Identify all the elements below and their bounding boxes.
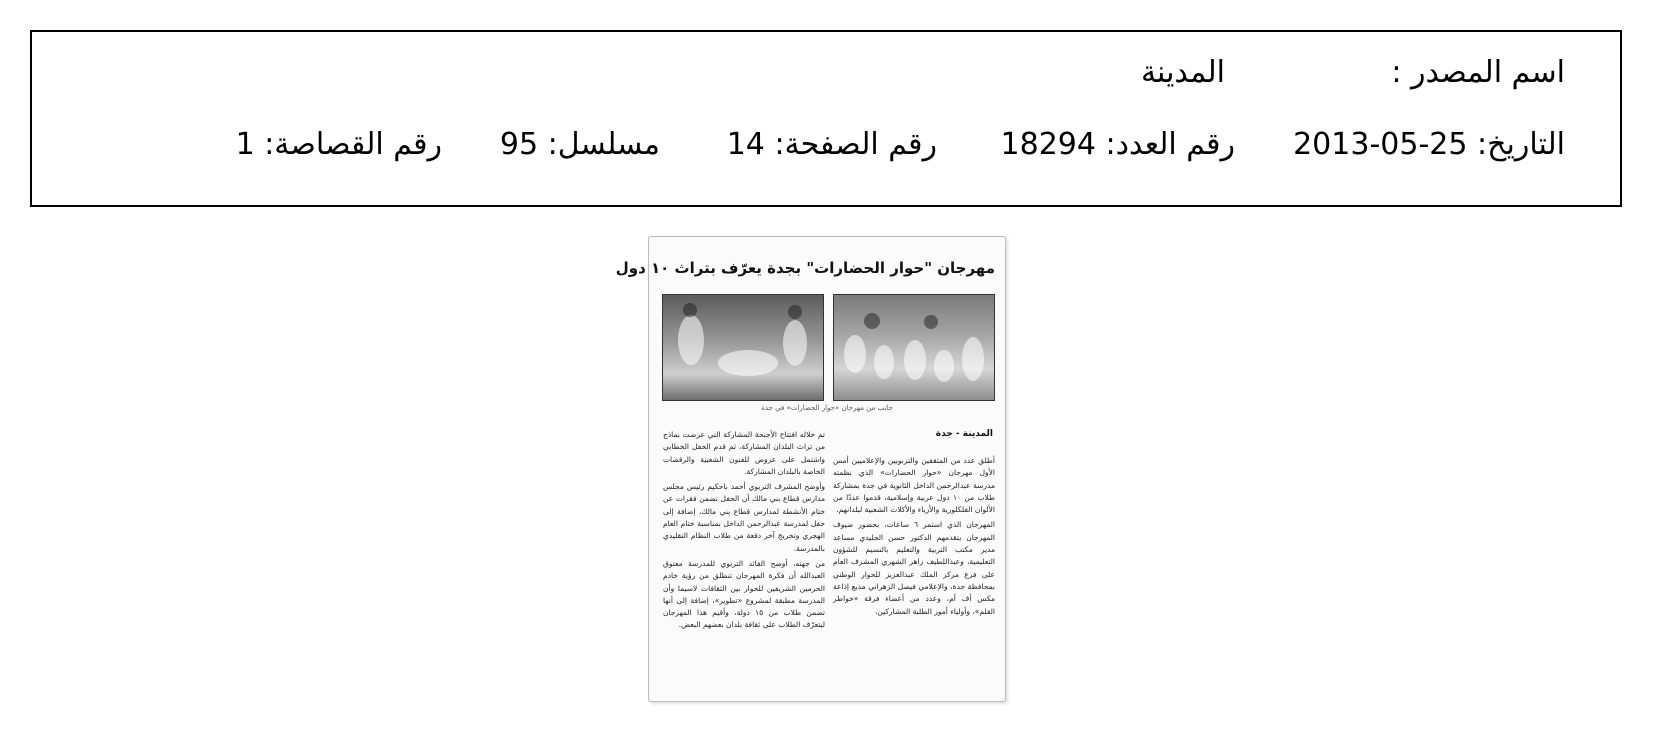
issue-field: رقم العدد: 18294 [1000, 127, 1235, 162]
page-field: رقم الصفحة: 14 [726, 127, 937, 162]
article-byline: المدينة - جدة [935, 429, 993, 439]
article-column-right [833, 455, 995, 621]
source-value: المدينة [1140, 55, 1225, 90]
paragraph: من جهته، أوضح القائد التربوي للمدرسة معتوق العبدالله أن فكرة المهرجان تنطلق من رؤية خادم الحرمين الشريفين للحوار بين الثقافات لاسيما وأن المدرسة مطبقة لمشروع «تطوير»، إضافة إلى أنها تضمن طلاب من ١٥ دولة، وأقيم هذا المهرجان ليتعرّف الطلاب على ثقافة بلدان بعضهم البعض. [663, 558, 825, 630]
newspaper-clipping [615, 236, 1006, 702]
article-column-left [663, 429, 825, 635]
photo-caption: جانب من مهرجان «حوار الحضارات» في جدة [761, 404, 893, 412]
paragraph: المهرجان الذي استمر ٦ ساعات، بحضور ضيوف المهرجان يتقدمهم الدكتور حسن الجليدي مساعد مدير مكتب التربية والتعليم بالنسيم للشؤون التعليمية، وعبداللطيف زاهر الشهري المشرف العام على فرع مركز الملك عبدالعزيز للحوار الوطني بمحافظة جدة، والإعلامي فيصل الزهراني مذيع إذاعة مكس أف أم، وعدد من أعضاء فرقة «خواطر القلم»، وأولياء أمور الطلبة المشاركين، [833, 520, 995, 616]
paragraph: تم خلاله افتتاح الأجنحة المشاركة التي عرضت نماذج من تراث البلدان المشاركة، ثم قدم الحفل الخطابي واشتمل على عروض للفنون الشعبية والرقصات الخاصة بالبلدان المشاركة. [663, 430, 825, 476]
date-field: التاريخ: 25-05-2013 [1293, 127, 1565, 162]
article-headline: مهرجان "حوار الحضارات" بجدة يعرّف بتراث ١٠ دول [615, 259, 995, 277]
paragraph: أطلق عدد من المثقفين والتربويين والإعلاميين أمس الأول مهرجان «حوار الحضارات» الذي نظمته مدرسة عبدالرحمن الداخل الثانوية في جدة بمشاركة طلاب من ١٠ دول عربية وإسلامية، قدموا عددًا من الألوان الفلكلورية والأزياء والأكلات الشعبية لبلدانهم. [833, 456, 995, 515]
article-photo-left [662, 294, 824, 401]
source-label: اسم المصدر : [1391, 55, 1565, 90]
clip-field: رقم القصاصة: 1 [235, 127, 442, 162]
metadata-box [30, 30, 1622, 207]
article-photo-right [833, 294, 995, 401]
paragraph: وأوضح المشرف التربوي أحمد باحكيم رئيس مجلس مدارس قطاع بني مالك أن الحفل تضمن فقرات عن ختام الأنشطة لمدارس قطاع بني مالك، إضافة إلى حفل لمدرسة عبدالرحمن الداخل بمناسبة ختام العام الهجري وتخريج آخر دفعة من طلاب النظام التقليدي بالمدرسة. [663, 482, 825, 553]
serial-field: مسلسل: 95 [499, 127, 660, 162]
